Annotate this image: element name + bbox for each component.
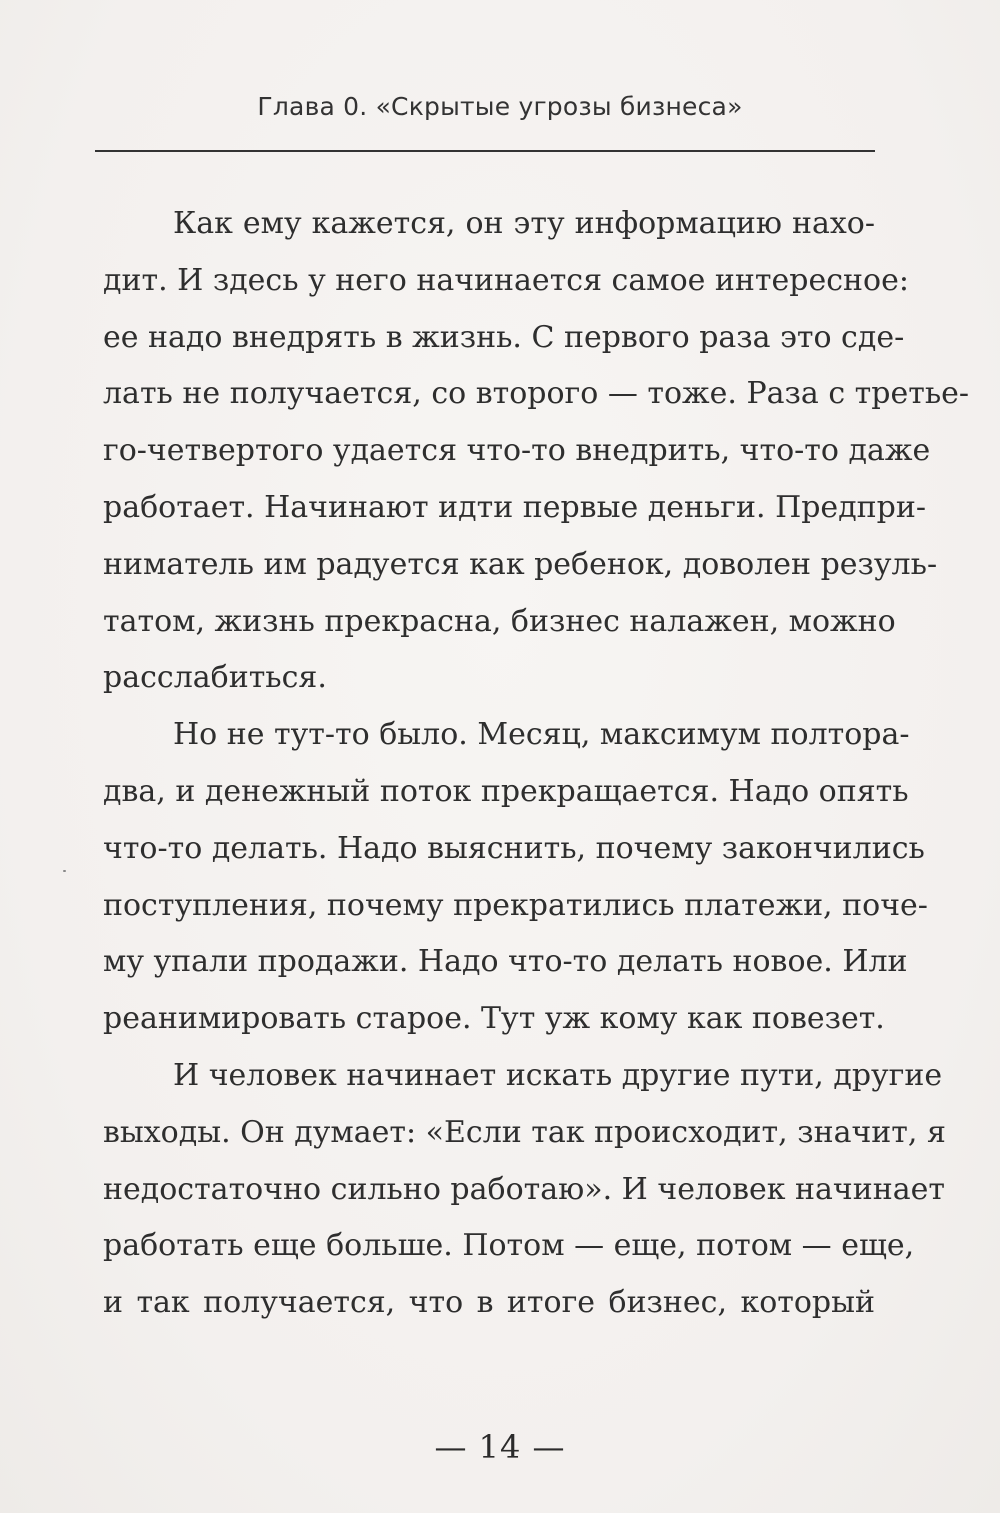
text-line: и так получается, что в итоге бизнес, который	[103, 1285, 875, 1321]
text-line: работает. Начинают идти первые деньги. Предпри-	[103, 489, 926, 525]
page-number: — 14 —	[434, 1428, 566, 1466]
text-line: ниматель им радуется как ребенок, доволен резуль-	[103, 546, 938, 582]
text-line: недостаточно сильно работаю». И человек начинает	[103, 1171, 945, 1207]
text-line: И человек начинает искать другие пути, другие	[173, 1057, 943, 1093]
text-line: что-то делать. Надо выяснить, почему закончились	[103, 830, 925, 866]
text-line: работать еще больше. Потом — еще, потом — еще,	[103, 1228, 915, 1264]
header-rule	[95, 150, 875, 152]
text-line: Но не тут-то было. Месяц, максимум полтора-	[173, 717, 910, 753]
text-line: го-четвертого удается что-то внедрить, что-то даже	[103, 433, 931, 469]
text-line: реанимировать старое. Тут уж кому как повезет.	[103, 1001, 885, 1037]
text-line: два, и денежный поток прекращается. Надо опять	[103, 773, 909, 809]
text-line: ее надо внедрять в жизнь. С первого раза это сде-	[103, 319, 905, 355]
text-line: расслабиться.	[103, 660, 327, 696]
text-line: поступления, почему прекратились платежи, поче-	[103, 887, 928, 923]
text-line: Как ему кажется, он эту информацию нахо-	[173, 206, 875, 241]
print-speck	[63, 870, 66, 872]
body-text	[103, 196, 970, 1332]
running-head: Глава 0. «Скрытые угрозы бизнеса»	[257, 92, 743, 121]
text-line: выходы. Он думает: «Если так происходит, значит, я	[103, 1114, 946, 1150]
text-line: татом, жизнь прекрасна, бизнес налажен, можно	[103, 603, 896, 639]
text-line: лать не получается, со второго — тоже. Раза с третье-	[103, 376, 970, 412]
text-line: дит. И здесь у него начинается самое интересное:	[103, 262, 909, 298]
text-line: му упали продажи. Надо что-то делать новое. Или	[103, 944, 908, 980]
